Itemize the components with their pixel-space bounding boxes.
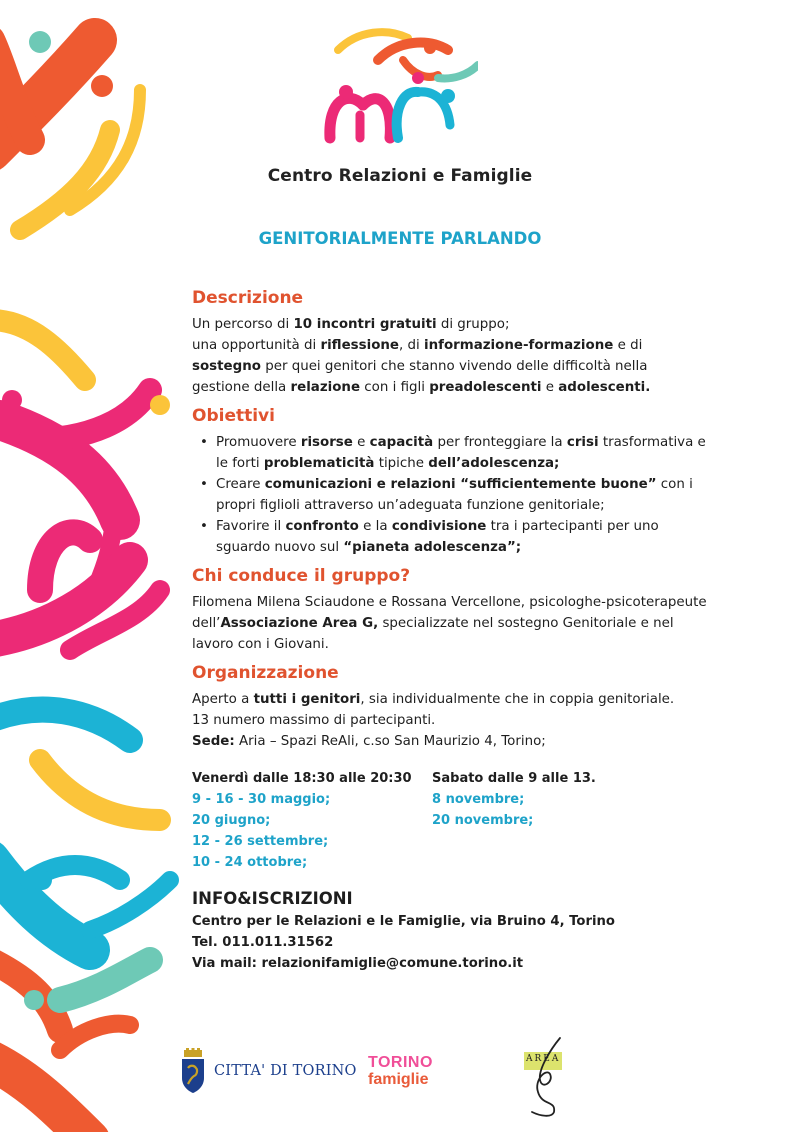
tf-logo-line1: TORINO <box>368 1054 433 1071</box>
torino-crest-icon <box>180 1048 206 1094</box>
obiettivo-item: • Creare comunicazioni e relazioni “sufficientemente buone” con i propri figlioli attraverso un’adeguata funzione genitoriale; <box>192 474 712 516</box>
schedule-friday <box>192 768 432 873</box>
section-conduce <box>192 564 712 655</box>
schedule-date: 20 novembre; <box>432 813 534 828</box>
organizzazione-text: Aperto a tutti i genitori, sia individualmente che in coppia genitoriale. <box>192 692 675 707</box>
obiettivi-heading: Obiettivi <box>192 406 275 426</box>
info-email[interactable]: Via mail: relazionifamiglie@comune.torino.it <box>192 956 524 971</box>
area-g-logo <box>520 1030 580 1118</box>
section-descrizione <box>192 286 712 398</box>
obiettivo-item: • Promuovere risorse e capacità per fronteggiare la crisi trasformativa e le forti problematicità tipiche dell’adolescenza; <box>192 432 712 474</box>
info-block <box>192 887 712 974</box>
section-obiettivi <box>192 404 712 558</box>
info-address: Centro per le Relazioni e le Famiglie, via Bruino 4, Torino <box>192 914 615 929</box>
section-organizzazione <box>192 661 712 752</box>
tf-logo-line2: famiglie <box>368 1071 429 1088</box>
schedule-date: 10 - 24 ottobre; <box>192 855 308 870</box>
organization-name: Centro Relazioni e Famiglie <box>267 166 533 186</box>
schedule-date: 12 - 26 settembre; <box>192 834 329 849</box>
page-title: GENITORIALMENTE PARLANDO <box>258 229 542 248</box>
organizzazione-heading: Organizzazione <box>192 663 339 683</box>
descrizione-line: gestione della relazione con i figli preadolescenti e adolescenti. <box>192 380 651 395</box>
schedule-date: 9 - 16 - 30 maggio; <box>192 792 331 807</box>
citta-di-torino-text: CITTA' DI TORINO <box>214 1063 357 1079</box>
info-phone[interactable]: Tel. 011.011.31562 <box>192 935 334 950</box>
schedule-saturday <box>432 768 672 873</box>
schedule-friday-header: Venerdì dalle 18:30 alle 20:30 <box>192 771 412 786</box>
sede: Sede: Aria – Spazi ReAli, c.so San Maurizio 4, Torino; <box>192 734 546 749</box>
schedule <box>192 768 712 873</box>
max-participants: 13 numero massimo di partecipanti. <box>192 713 436 728</box>
info-heading: INFO&ISCRIZIONI <box>192 889 353 908</box>
conduce-heading: Chi conduce il gruppo? <box>192 566 411 586</box>
descrizione-line: sostegno per quei genitori che stanno vivendo delle difficoltà nella <box>192 359 648 374</box>
centro-relazioni-logo <box>318 20 478 150</box>
main-content <box>192 286 712 974</box>
descrizione-line: una opportunità di riflessione, di informazione-formazione e di <box>192 338 643 353</box>
torino-famiglie-logo <box>368 1054 433 1088</box>
descrizione-line: Un percorso di 10 incontri gratuiti di gruppo; <box>192 317 510 332</box>
schedule-date: 8 novembre; <box>432 792 525 807</box>
conduce-text: Filomena Milena Sciaudone e Rossana Vercellone, psicologhe-psicoterapeute dell’Associazione Area G, specializzate nel sostegno Genitoriale e nel lavoro con i Giovani. <box>192 595 707 652</box>
footer-logos <box>0 1030 800 1120</box>
descrizione-heading: Descrizione <box>192 288 304 308</box>
area-g-logo-text: AREA <box>526 1054 561 1064</box>
obiettivi-list <box>192 432 712 558</box>
citta-di-torino-logo <box>180 1048 357 1094</box>
schedule-date: 20 giugno; <box>192 813 271 828</box>
obiettivo-item: • Favorire il confronto e la condivisione tra i partecipanti per uno sguardo nuovo sul “pianeta adolescenza”; <box>192 516 712 558</box>
area-g-script-icon <box>520 1030 580 1118</box>
schedule-saturday-header: Sabato dalle 9 alle 13. <box>432 771 596 786</box>
